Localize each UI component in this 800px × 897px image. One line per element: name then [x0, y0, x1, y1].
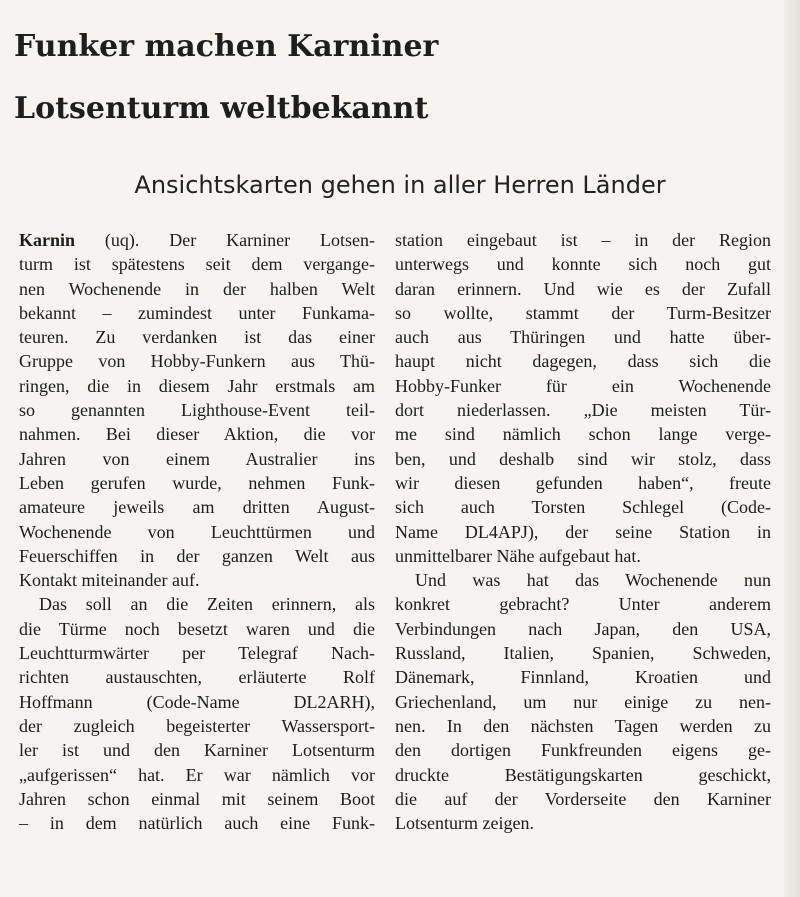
article-line: Leuchtturmwärter per Telegraf Nach-: [19, 643, 375, 664]
article-line: teuren. Zu verdanken ist das einer: [19, 327, 375, 348]
article-line: bekannt – zumindest unter Funkama-: [19, 302, 375, 323]
article-line: Feuerschiffen in der ganzen Welt aus: [19, 545, 375, 566]
article-line: druckte Bestätigungskarten geschickt,: [395, 764, 771, 785]
article-line: ler ist und den Karniner Lotsenturm: [19, 740, 375, 761]
paper-edge-shadow: [784, 0, 800, 897]
article-line: konkret gebracht? Unter anderem: [395, 594, 771, 615]
article-line: ben, und deshalb sind wir stolz, dass: [395, 448, 771, 469]
article-line: Dänemark, Finnland, Kroatien und: [395, 667, 771, 688]
article-line: Russland, Italien, Spanien, Schweden,: [395, 643, 771, 664]
article-line: so genannten Lighthouse-Event teil-: [19, 400, 375, 421]
article-line: haupt nicht dagegen, dass sich die: [395, 351, 771, 372]
article-line: [19, 228, 375, 252]
article-line: nen. In den nächsten Tagen werden zu: [395, 715, 771, 736]
article-line: Name DL4APJ), der seine Station in: [395, 521, 771, 542]
article-line: Hobby-Funker für ein Wochenende: [395, 375, 771, 396]
article-line: dort niederlassen. „Die meisten Tür-: [395, 400, 771, 421]
article-line: – in dem natürlich auch eine Funk-: [19, 813, 375, 834]
article-line: Griechenland, um nur einige zu nen-: [395, 691, 771, 712]
article-column-left: [19, 228, 375, 835]
article-line: den dortigen Funkfreunden eigens ge-: [395, 740, 771, 761]
article-line: Verbindungen nach Japan, den USA,: [395, 618, 771, 639]
headline-line-2: Lotsenturm weltbekannt: [14, 91, 429, 126]
dateline: Karnin: [19, 230, 76, 250]
article-line: Das soll an die Zeiten erinnern, als: [39, 594, 375, 615]
article-line: Jahren von einem Australier ins: [19, 448, 375, 469]
article-line: Gruppe von Hobby-Funkern aus Thü-: [19, 351, 375, 372]
article-line: der zugleich begeisterter Wassersport-: [19, 715, 375, 736]
article-line: Leben gerufen wurde, nehmen Funk-: [19, 472, 375, 493]
article-line: Und was hat das Wochenende nun: [415, 570, 771, 591]
article-line: Wochenende von Leuchttürmen und: [19, 521, 375, 542]
article-line: Hoffmann (Code-Name DL2ARH),: [19, 691, 375, 712]
article-line: so wollte, stammt der Turm-Besitzer: [395, 302, 771, 323]
article-line: wir diesen gefunden haben“, freute: [395, 472, 771, 493]
article-line: turm ist spätestens seit dem vergange-: [19, 254, 375, 275]
headline-line-1: Funker machen Karniner: [14, 29, 439, 64]
article-line: die auf der Vorderseite den Karniner: [395, 788, 771, 809]
article-line: Lotsenturm zeigen.: [395, 813, 534, 834]
article-line: auch aus Thüringen und hatte über-: [395, 327, 771, 348]
article-line: „aufgerissen“ hat. Er war nämlich vor: [19, 764, 375, 785]
article-column-right: [395, 228, 771, 835]
article-line: station eingebaut ist – in der Region: [395, 230, 771, 250]
article-line: daran erinnern. Und wie es der Zufall: [395, 278, 771, 299]
article-line: Jahren schon einmal mit seinem Boot: [19, 788, 375, 809]
article-line: amateure jeweils am dritten August-: [19, 497, 375, 518]
article-line: Kontakt miteinander auf.: [19, 570, 200, 591]
article-line: sich auch Torsten Schlegel (Code-: [395, 497, 771, 518]
article-line: richten austauschten, erläuterte Rolf: [19, 667, 375, 688]
headline: [14, 16, 794, 140]
article-line: unterwegs und konnte sich noch gut: [395, 254, 771, 275]
article-line: ringen, die in diesem Jahr erstmals am: [19, 375, 375, 396]
dateline-continuation: (uq). Der Karniner Lotsen-: [75, 230, 375, 250]
article-line: unmittelbarer Nähe aufgebaut hat.: [395, 545, 641, 566]
subheadline: Ansichtskarten gehen in aller Herren Länder: [134, 171, 666, 199]
article-line: me sind nämlich schon lange verge-: [395, 424, 771, 445]
article-line: nen Wochenende in der halben Welt: [19, 278, 375, 299]
article-line: nahmen. Bei dieser Aktion, die vor: [19, 424, 375, 445]
article-line: die Türme noch besetzt waren und die: [19, 618, 375, 639]
